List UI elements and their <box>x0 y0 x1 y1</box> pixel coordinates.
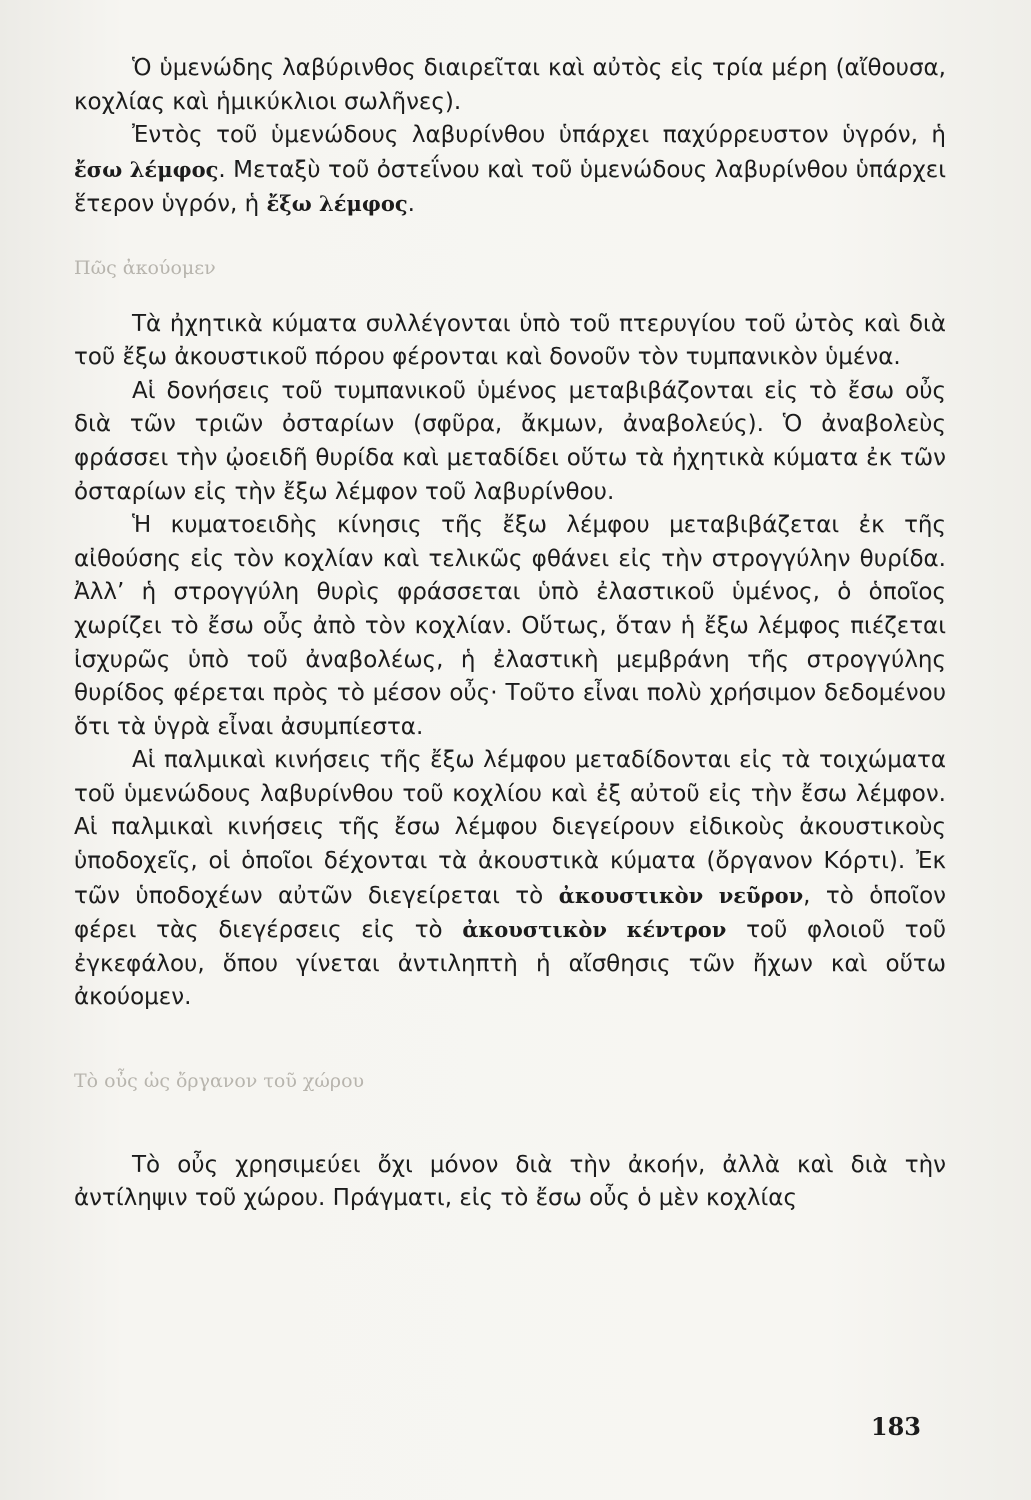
paragraph-4: Αἱ δονήσεις τοῦ τυμπανικοῦ ὑμένος μεταβιβάζονται εἰς τὸ ἔσω οὖς διὰ τῶν τριῶν ὀσταρίων (σφῦρα, ἄκμων, ἀναβολεύς). Ὁ ἀναβολεὺς φράσσει τὴν ᾠοειδῆ θυρίδα καὶ μεταδίδει οὕτω τὰ ἠχητικὰ κύματα ἐκ τῶν ὀσταρίων εἰς τὴν ἔξω λέμφον τοῦ λαβυρίνθου. <box>74 377 946 505</box>
text-run: τοῦ φλοιοῦ τοῦ ἐγκεφάλου, ὅπου γίνεται ἀντιληπτὴ ἡ αἴσθησις τῶν ἤχων καὶ οὕτω ἀκούομεν. <box>74 917 946 1011</box>
text-run: Ἐντὸς τοῦ ὑμενώδους λαβυρίνθου ὑπάρχει παχύρρευστον ὑγρόν, ἡ <box>132 122 946 149</box>
term-eso-lemfos: ἔσω λέμφος <box>74 156 219 182</box>
paragraph-3: Τὰ ἠχητικὰ κύματα συλλέγονται ὑπὸ τοῦ πτερυγίου τοῦ ὠτὸς καὶ διὰ τοῦ ἔξω ἀκουστικοῦ πόρου φέρονται καὶ δονοῦν τὸν τυμπανικὸν ὑμένα. <box>74 310 946 371</box>
paragraph-6 <box>74 744 946 1015</box>
text-run: . Μεταξὺ τοῦ ὀστεΐνου καὶ τοῦ ὑμενώδους λαβυρίνθου ὑπάρχει ἕτερον ὑγρόν, ἡ <box>74 156 946 218</box>
section-heading-hearing: Πῶς ἀκούομεν <box>74 256 216 279</box>
term-akoustikon-neuron: ἀκουστικὸν νεῦρον <box>558 882 804 908</box>
term-exo-lemfos: ἔξω λέμφος <box>266 191 408 217</box>
term-akoustikon-kentron: ἀκουστικὸν κέντρον <box>462 917 727 943</box>
page-number: 183 <box>870 1412 921 1441</box>
paragraph-7: Τὸ οὖς χρησιμεύει ὄχι μόνον διὰ τὴν ἀκοήν, ἀλλὰ καὶ διὰ τὴν ἀντίληψιν τοῦ χώρου. Πράγματι, εἰς τὸ ἔσω οὖς ὁ μὲν κοχλίας <box>74 1151 946 1212</box>
text-run: . <box>407 191 415 218</box>
section-heading-space: Τὸ οὖς ὡς ὄργανον τοῦ χώρου <box>74 1070 365 1093</box>
text-run: Αἱ παλμικαὶ κινήσεις τῆς ἔξω λέμφου μεταδίδονται εἰς τὰ τοιχώματα τοῦ ὑμενώδους λαβυρίνθου τοῦ κοχλίου καὶ ἐξ αὐτοῦ εἰς τὴν ἔσω λέμφον. Αἱ παλμικαὶ κινήσεις τῆς ἔσω λέμφου διεγείρουν εἰδικοὺς ἀκουστικοὺς ὑποδοχεῖς, οἱ ὁποῖοι δέχονται τὰ ἀκουστικὰ κύματα (ὄργανον Κόρτι). Ἐκ τῶν ὑποδοχέων αὐτῶν διεγείρεται τὸ <box>74 747 946 909</box>
paragraph-2 <box>74 119 946 222</box>
page-body <box>74 52 946 1216</box>
text-run: , τὸ ὁποῖον φέρει τὰς διεγέρσεις εἰς τὸ <box>74 882 946 944</box>
paragraph-1: Ὁ ὑμενώδης λαβύρινθος διαιρεῖται καὶ αὐτὸς εἰς τρία μέρη (αἴθουσα, κοχλίας καὶ ἡμικύκλιοι σωλῆνες). <box>74 55 946 115</box>
paragraph-5: Ἡ κυματοειδὴς κίνησις τῆς ἔξω λέμφου μεταβιβάζεται ἐκ τῆς αἰθούσης εἰς τὸν κοχλίαν καὶ τελικῶς φθάνει εἰς τὴν στρογγύλην θυρίδα. Ἀλλ’ ἡ στρογγύλη θυρὶς φράσσεται ὑπὸ ἐλαστικοῦ ὑμένος, ὁ ὁποῖος χωρίζει τὸ ἔσω οὖς ἀπὸ τὸν κοχλίαν. Οὕτως, ὅταν ἡ ἔξω λέμφος πιέζεται ἰσχυρῶς ὑπὸ τοῦ ἀναβολέως, ἡ ἐλαστικὴ μεμβράνη τῆς στρογγύλης θυρίδος φέρεται πρὸς τὸ μέσον οὖς· Τοῦτο εἶναι πολὺ χρήσιμον δεδομένου ὅτι τὰ ὑγρὰ εἶναι ἀσυμπίεστα. <box>74 512 946 740</box>
